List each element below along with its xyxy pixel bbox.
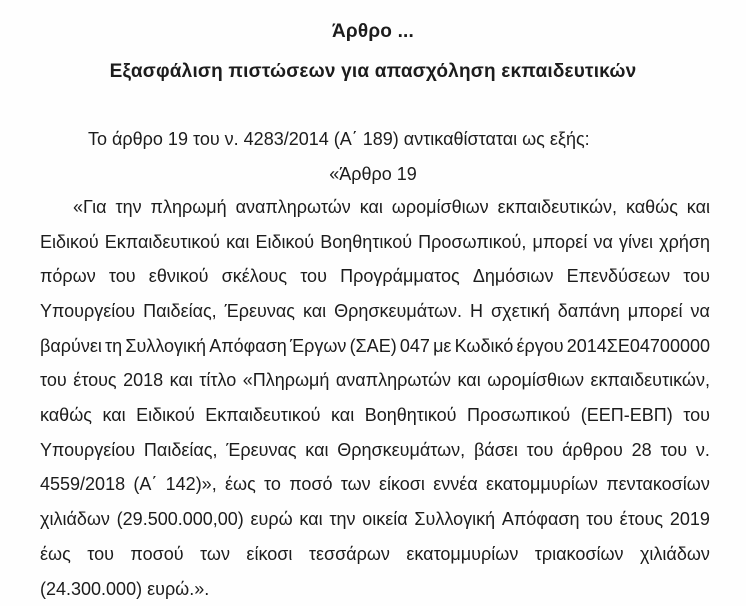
body-word: του: [660, 439, 688, 460]
body-word: σκέλους: [221, 266, 288, 287]
body-word: τη: [105, 335, 123, 356]
body-word: βαρύνει: [40, 335, 102, 356]
body-word: Έρευνας: [226, 439, 297, 460]
body-word: 28: [631, 439, 652, 460]
body-word: τριακοσίων: [534, 543, 624, 564]
body-word: οικεία: [362, 509, 408, 530]
body-word: έως: [224, 474, 256, 495]
body-word: να: [690, 300, 710, 321]
body-word: Θρησκευμάτων,: [337, 439, 466, 460]
body-word: και: [331, 404, 355, 425]
article-subtitle: Εξασφάλιση πιστώσεων για απασχόληση εκπαιδευτικών: [109, 61, 637, 82]
body-word: του: [586, 509, 613, 530]
body-line: [40, 398, 710, 433]
body-word: μπορεί: [627, 300, 683, 321]
body-line: [40, 225, 710, 260]
body-word: (Α΄: [133, 474, 158, 495]
body-line: [40, 363, 710, 398]
article-title: Άρθρο ...: [331, 21, 415, 42]
body-line: [40, 537, 710, 572]
body-word: είκοσι: [246, 543, 293, 564]
body-word: Απόφαση: [209, 335, 287, 356]
body-word: Απόφαση: [501, 509, 580, 530]
body-word: Παιδείας,: [143, 439, 218, 460]
body-line: [40, 329, 710, 364]
body-word: 047: [399, 335, 430, 356]
intro-line: Το άρθρο 19 του ν. 4283/2014 (Α΄ 189) αντικαθίσταται ως εξής:: [88, 129, 590, 149]
body-word: γίνει: [618, 231, 654, 252]
body-line: [40, 190, 710, 225]
body-word: και: [359, 196, 383, 217]
body-word: των: [200, 543, 230, 564]
body-word: Προσωπικού: [467, 404, 571, 425]
body-line: [40, 433, 710, 468]
body-word: εθνικού: [148, 266, 209, 287]
body-word: Υπουργείου: [40, 300, 136, 321]
body-word: των: [340, 474, 371, 495]
body-word: του: [300, 266, 327, 287]
body-word: Εκπαιδευτικού: [205, 404, 321, 425]
body-word: και: [102, 404, 126, 425]
body-word: βάσει: [473, 439, 518, 460]
body-word: καθώς: [40, 404, 92, 425]
body-line: [40, 468, 710, 503]
body-word: και: [686, 196, 710, 217]
body-word: Κωδικό: [454, 335, 514, 356]
body-word: και: [457, 370, 481, 391]
body-word: χιλιάδων: [639, 543, 710, 564]
body-word: του: [108, 266, 136, 287]
body-word: εκατομμυρίων: [406, 543, 519, 564]
body-word: πόρων: [40, 266, 96, 287]
body-word: «Πληρωμή: [242, 370, 330, 391]
body-word: εννέα: [433, 474, 478, 495]
body-line: (24.300.000) ευρώ.».: [40, 578, 210, 599]
body-word: του: [40, 370, 67, 391]
body-word: ποσό: [289, 474, 333, 495]
body-word: 4559/2018: [40, 474, 126, 495]
body-word: και: [299, 509, 323, 530]
body-word: αναπληρωτών: [335, 370, 452, 391]
body-word: πληρωμή: [150, 196, 227, 217]
body-word: Υπουργείου: [40, 439, 136, 460]
body-word: (ΕΕΠ-ΕΒΠ): [580, 404, 673, 425]
body-word: Προσωπικού,: [418, 231, 527, 252]
body-word: Έρευνας: [224, 300, 295, 321]
body-word: είκοσι: [378, 474, 425, 495]
body-word: την: [329, 509, 356, 530]
quoted-article-heading: «Άρθρο 19: [329, 164, 417, 184]
body-word: Δημόσιων: [472, 266, 554, 287]
body-word: τίτλο: [199, 370, 237, 391]
body-word: ωρομίσθιων: [487, 370, 585, 391]
body-word: Βοηθητικού: [320, 231, 413, 252]
body-word: ποσού: [130, 543, 184, 564]
body-word: Προγράμματος: [340, 266, 460, 287]
body-word: καθώς: [625, 196, 678, 217]
body-word: τεσσάρων: [308, 543, 390, 564]
body-word: Εκπαιδευτικού: [104, 231, 221, 252]
body-word: Έργων: [289, 335, 347, 356]
body-word: το: [264, 474, 281, 495]
body-word: «Για: [73, 196, 107, 217]
body-word: (ΣΑΕ): [349, 335, 397, 356]
body-word: ν.: [695, 439, 710, 460]
body-line: [40, 502, 710, 537]
body-word: 2018: [123, 370, 164, 391]
body-word: Συλλογική: [414, 509, 496, 530]
body-word: 142)»,: [165, 474, 217, 495]
body-word: έργου: [516, 335, 564, 356]
body-word: εκπαιδευτικών,: [590, 370, 710, 391]
body-word: έως: [40, 543, 71, 564]
body-word: χιλιάδων: [40, 509, 110, 530]
body-word: και: [226, 231, 250, 252]
body-line: [40, 294, 710, 329]
body-word: έτους: [73, 370, 117, 391]
body-word: του: [683, 404, 710, 425]
body-word: να: [593, 231, 613, 252]
body-word: 2014ΣΕ04700000: [566, 335, 710, 356]
body-word: Επενδύσεων: [566, 266, 671, 287]
body-word: Η: [470, 300, 484, 321]
body-word: ωρομίσθιων: [391, 196, 489, 217]
body-word: άρθρου: [562, 439, 623, 460]
body-word: χρήση: [659, 231, 710, 252]
body-word: εκπαιδευτικών,: [497, 196, 618, 217]
body-word: δαπάνη: [557, 300, 620, 321]
body-word: 2019: [669, 509, 710, 530]
body-word: με: [433, 335, 452, 356]
body-word: εκατομμυρίων: [485, 474, 598, 495]
body-word: του: [87, 543, 114, 564]
body-word: Ειδικού: [40, 231, 99, 252]
body-word: του: [683, 266, 710, 287]
article-body: [40, 190, 710, 606]
body-word: σχετική: [491, 300, 550, 321]
body-word: Παιδείας,: [143, 300, 217, 321]
body-word: Ειδικού: [136, 404, 195, 425]
body-word: πεντακοσίων: [606, 474, 710, 495]
body-word: και: [305, 439, 329, 460]
body-line: [40, 259, 710, 294]
body-word: Ειδικού: [255, 231, 315, 252]
body-word: Συλλογική: [125, 335, 207, 356]
body-word: Βοηθητικού: [364, 404, 457, 425]
body-word: του: [526, 439, 554, 460]
body-word: αναπληρωτών: [235, 196, 351, 217]
body-word: Θρησκευμάτων.: [334, 300, 463, 321]
body-word: και: [302, 300, 327, 321]
body-word: και: [169, 370, 193, 391]
body-word: έτους: [619, 509, 664, 530]
body-word: την: [115, 196, 142, 217]
body-word: μπορεί: [532, 231, 588, 252]
body-word: ευρώ: [250, 509, 293, 530]
body-word: (29.500.000,00): [116, 509, 244, 530]
